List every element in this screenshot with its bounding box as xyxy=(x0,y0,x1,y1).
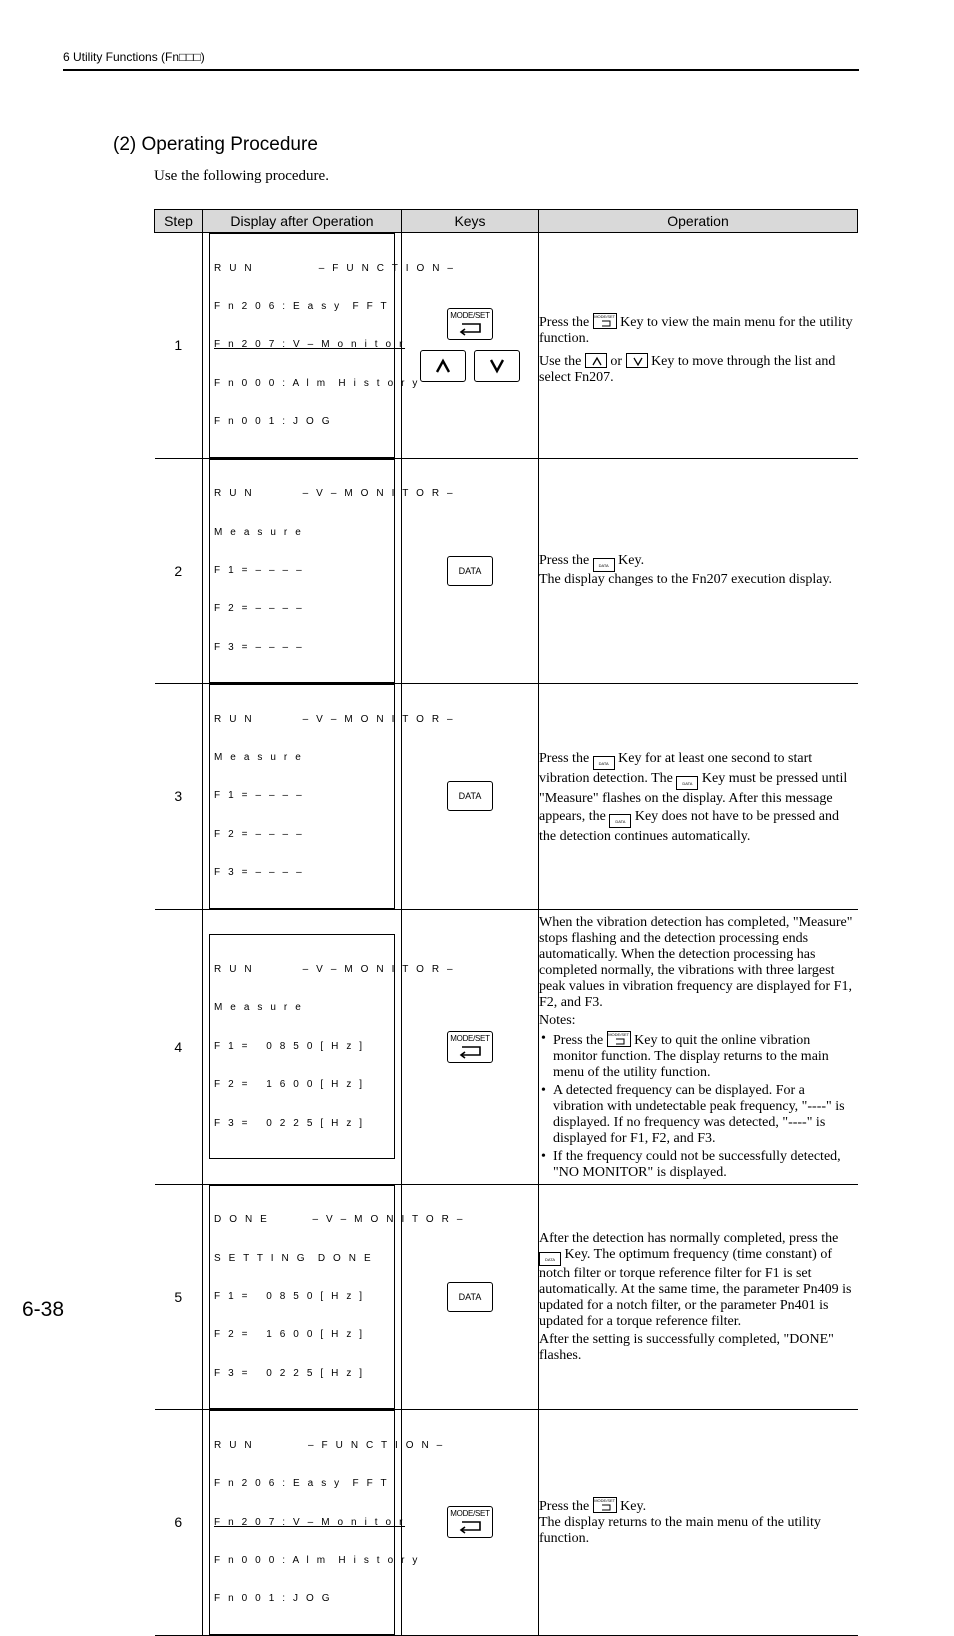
display-line: F 3 = 0 2 2 5 [ H z ] xyxy=(214,1367,365,1379)
col-header-step: Step xyxy=(155,210,203,233)
list-item xyxy=(539,1031,858,1081)
notes-label: Notes: xyxy=(539,1012,576,1028)
display-line-selected: F n 2 0 7 : V – M o n i t o r xyxy=(214,1516,406,1528)
display-cell xyxy=(203,1410,445,1636)
operation-cell xyxy=(539,1184,858,1410)
display-line: F 2 = – – – – xyxy=(214,603,305,615)
op-text: Key must be pressed until "Measure" flashes on the display. After this message appears, the xyxy=(539,770,848,824)
key-label: MODE/SET xyxy=(608,1031,630,1037)
op-text: Key. The optimum frequency (time constant) of notch filter or torque reference filter for F1 is set automatically. At the same time, the parameter Pn409 is updated for a notch filter, or the parameter Pn401 is updated for a torque reference filter. xyxy=(539,1247,852,1330)
display-cell xyxy=(203,458,456,684)
display-line: S E T T I N G D O N E xyxy=(214,1252,374,1264)
key-label: MODE/SET xyxy=(450,311,490,321)
display-line: F n 0 0 0 : A l m H i s t o r y xyxy=(214,377,421,389)
display-line: R U N – V – M O N I T O R – xyxy=(214,963,456,975)
running-header: 6 Utility Functions (Fn□□□) xyxy=(63,50,205,64)
key-label: MODE/SET xyxy=(450,1033,490,1043)
data-key-icon: DATA xyxy=(539,1252,561,1266)
display-line: R U N – V – M O N I T O R – xyxy=(214,488,456,500)
operation-cell xyxy=(539,909,858,1184)
display-line: F 3 = – – – – xyxy=(214,641,305,653)
op-paragraph: After the setting is successfully completed, "DONE" flashes. xyxy=(539,1332,834,1364)
panel-display xyxy=(209,1185,466,1410)
key-label: MODE/SET xyxy=(594,1498,616,1504)
display-line: F 3 = 0 2 2 5 [ H z ] xyxy=(214,1117,365,1129)
display-cell xyxy=(203,233,456,459)
mode-set-key xyxy=(447,308,493,340)
chevron-up-icon xyxy=(435,358,451,374)
down-key-icon xyxy=(626,353,648,368)
chevron-down-icon xyxy=(489,358,505,374)
op-text: Key to quit the online vibration monitor function. The display returns to the main menu of the utility function. xyxy=(553,1032,829,1080)
display-line: F 1 = 0 8 5 0 [ H z ] xyxy=(214,1040,365,1052)
step-number: 1 xyxy=(155,233,203,459)
panel-display xyxy=(209,684,456,909)
op-paragraph: When the vibration detection has completed, "Measure" stops flashing and the detection processing ends automatically. When the detection processing has completed normally, the vibrations with three largest peak values in vibration frequency are displayed for F1, F2, and F3. xyxy=(539,914,853,1010)
display-line: F n 0 0 0 : A l m H i s t o r y xyxy=(214,1554,421,1566)
op-text: Press the xyxy=(539,553,593,569)
display-line: F n 2 0 6 : E a s y F F T xyxy=(214,1478,390,1490)
table-row xyxy=(155,1410,858,1636)
display-line: R U N – F U N C T I O N – xyxy=(214,1439,445,1451)
display-line-selected: F n 2 0 7 : V – M o n i t o r xyxy=(214,339,406,351)
mode-set-key-icon xyxy=(593,313,617,329)
display-line: F 1 = – – – – xyxy=(214,790,305,802)
op-text: After the detection has normally completed, press the xyxy=(539,1231,839,1247)
step-number: 6 xyxy=(155,1410,203,1636)
display-line: F 2 = – – – – xyxy=(214,828,305,840)
step-number: 2 xyxy=(155,458,203,684)
list-item: • If the frequency could not be successfully detected, "NO MONITOR" is displayed. xyxy=(539,1149,858,1181)
up-key xyxy=(420,350,466,382)
table-row xyxy=(155,458,858,684)
display-line: M e a s u r e xyxy=(214,1002,304,1014)
loop-arrow-icon xyxy=(458,1520,484,1532)
op-text: The display changes to the Fn207 execution display. xyxy=(539,572,833,588)
step-number: 4 xyxy=(155,909,203,1184)
table-row xyxy=(155,909,858,1184)
key-label: MODE/SET xyxy=(594,313,616,319)
keys-cell xyxy=(402,909,539,1184)
down-key xyxy=(474,350,520,382)
op-text: The display returns to the main menu of the utility function. xyxy=(539,1515,821,1547)
display-line: F 2 = 1 6 0 0 [ H z ] xyxy=(214,1329,365,1341)
loop-arrow-icon xyxy=(458,322,484,334)
table-row xyxy=(155,233,858,459)
table-row xyxy=(155,684,858,910)
section-title: (2) Operating Procedure xyxy=(113,134,318,155)
op-text: Use the xyxy=(539,353,585,369)
step-number: 3 xyxy=(155,684,203,910)
op-text: Key for at least one second to start vibration detection. The xyxy=(539,750,813,786)
op-text: Key. xyxy=(614,553,645,569)
op-text: Press the xyxy=(553,1032,607,1048)
display-line: F n 0 0 1 : J O G xyxy=(214,416,333,428)
table-header-row xyxy=(155,210,858,233)
data-key-icon: DATA xyxy=(593,558,615,572)
data-key-icon: DATA xyxy=(609,814,631,828)
col-header-operation: Operation xyxy=(539,210,858,233)
op-text: Key to move through the list and select Fn207. xyxy=(539,353,836,385)
display-line: R U N – F U N C T I O N – xyxy=(214,262,456,274)
page-number: 6-38 xyxy=(22,1298,65,1321)
panel-display xyxy=(209,934,456,1159)
display-line: F 3 = – – – – xyxy=(214,867,305,879)
col-header-display: Display after Operation xyxy=(203,210,402,233)
list-item: • A detected frequency can be displayed. For a vibration with undetectable peak frequency, "----" is displayed. If no frequency was detected, "----" is displayed for F1, F2, and F3. xyxy=(539,1083,858,1147)
op-text: Press the xyxy=(539,1499,593,1515)
display-line: M e a s u r e xyxy=(214,526,304,538)
table-row xyxy=(155,1184,858,1410)
mode-set-key xyxy=(447,1506,493,1538)
data-key-icon: DATA xyxy=(593,756,615,770)
col-header-keys: Keys xyxy=(402,210,539,233)
display-line: R U N – V – M O N I T O R – xyxy=(214,713,456,725)
mode-set-key-icon xyxy=(607,1031,631,1047)
display-line: D O N E – V – M O N I T O R – xyxy=(214,1214,466,1226)
mode-set-key-icon xyxy=(593,1497,617,1513)
op-text: Key. xyxy=(616,1499,647,1515)
op-text: Press the xyxy=(539,314,593,330)
intro-text: Use the following procedure. xyxy=(154,168,329,184)
key-label: MODE/SET xyxy=(450,1509,490,1519)
display-line: F 1 = 0 8 5 0 [ H z ] xyxy=(214,1291,365,1303)
display-line: F 1 = – – – – xyxy=(214,564,305,576)
data-key: DATA xyxy=(447,781,493,811)
operation-cell xyxy=(539,1410,858,1636)
loop-arrow-icon xyxy=(458,1045,484,1057)
notes-list xyxy=(539,1031,858,1181)
data-key-icon: DATA xyxy=(676,776,698,790)
op-text: Key to view the main menu for the utility function. xyxy=(539,314,853,346)
display-line: F n 0 0 1 : J O G xyxy=(214,1593,333,1605)
header-rule xyxy=(63,69,859,71)
operation-cell xyxy=(539,684,858,910)
procedure-table xyxy=(154,209,858,1636)
display-line: M e a s u r e xyxy=(214,752,304,764)
display-line: F 2 = 1 6 0 0 [ H z ] xyxy=(214,1079,365,1091)
data-key: DATA xyxy=(447,556,493,586)
panel-display xyxy=(209,459,456,684)
op-text: or xyxy=(606,353,626,369)
operation-cell xyxy=(539,458,858,684)
op-text: Press the xyxy=(539,750,593,766)
panel-display xyxy=(209,1410,445,1635)
up-key-icon xyxy=(585,353,607,368)
step-number: 5 xyxy=(155,1184,203,1410)
data-key: DATA xyxy=(447,1282,493,1312)
panel-display xyxy=(209,233,456,458)
display-cell xyxy=(203,1184,466,1410)
op-text: Key does not have to be pressed and the detection continues automatically. xyxy=(539,808,839,844)
operation-cell xyxy=(539,233,858,459)
display-cell xyxy=(203,684,456,910)
mode-set-key xyxy=(447,1031,493,1063)
display-line: F n 2 0 6 : E a s y F F T xyxy=(214,300,390,312)
display-cell xyxy=(203,909,456,1184)
